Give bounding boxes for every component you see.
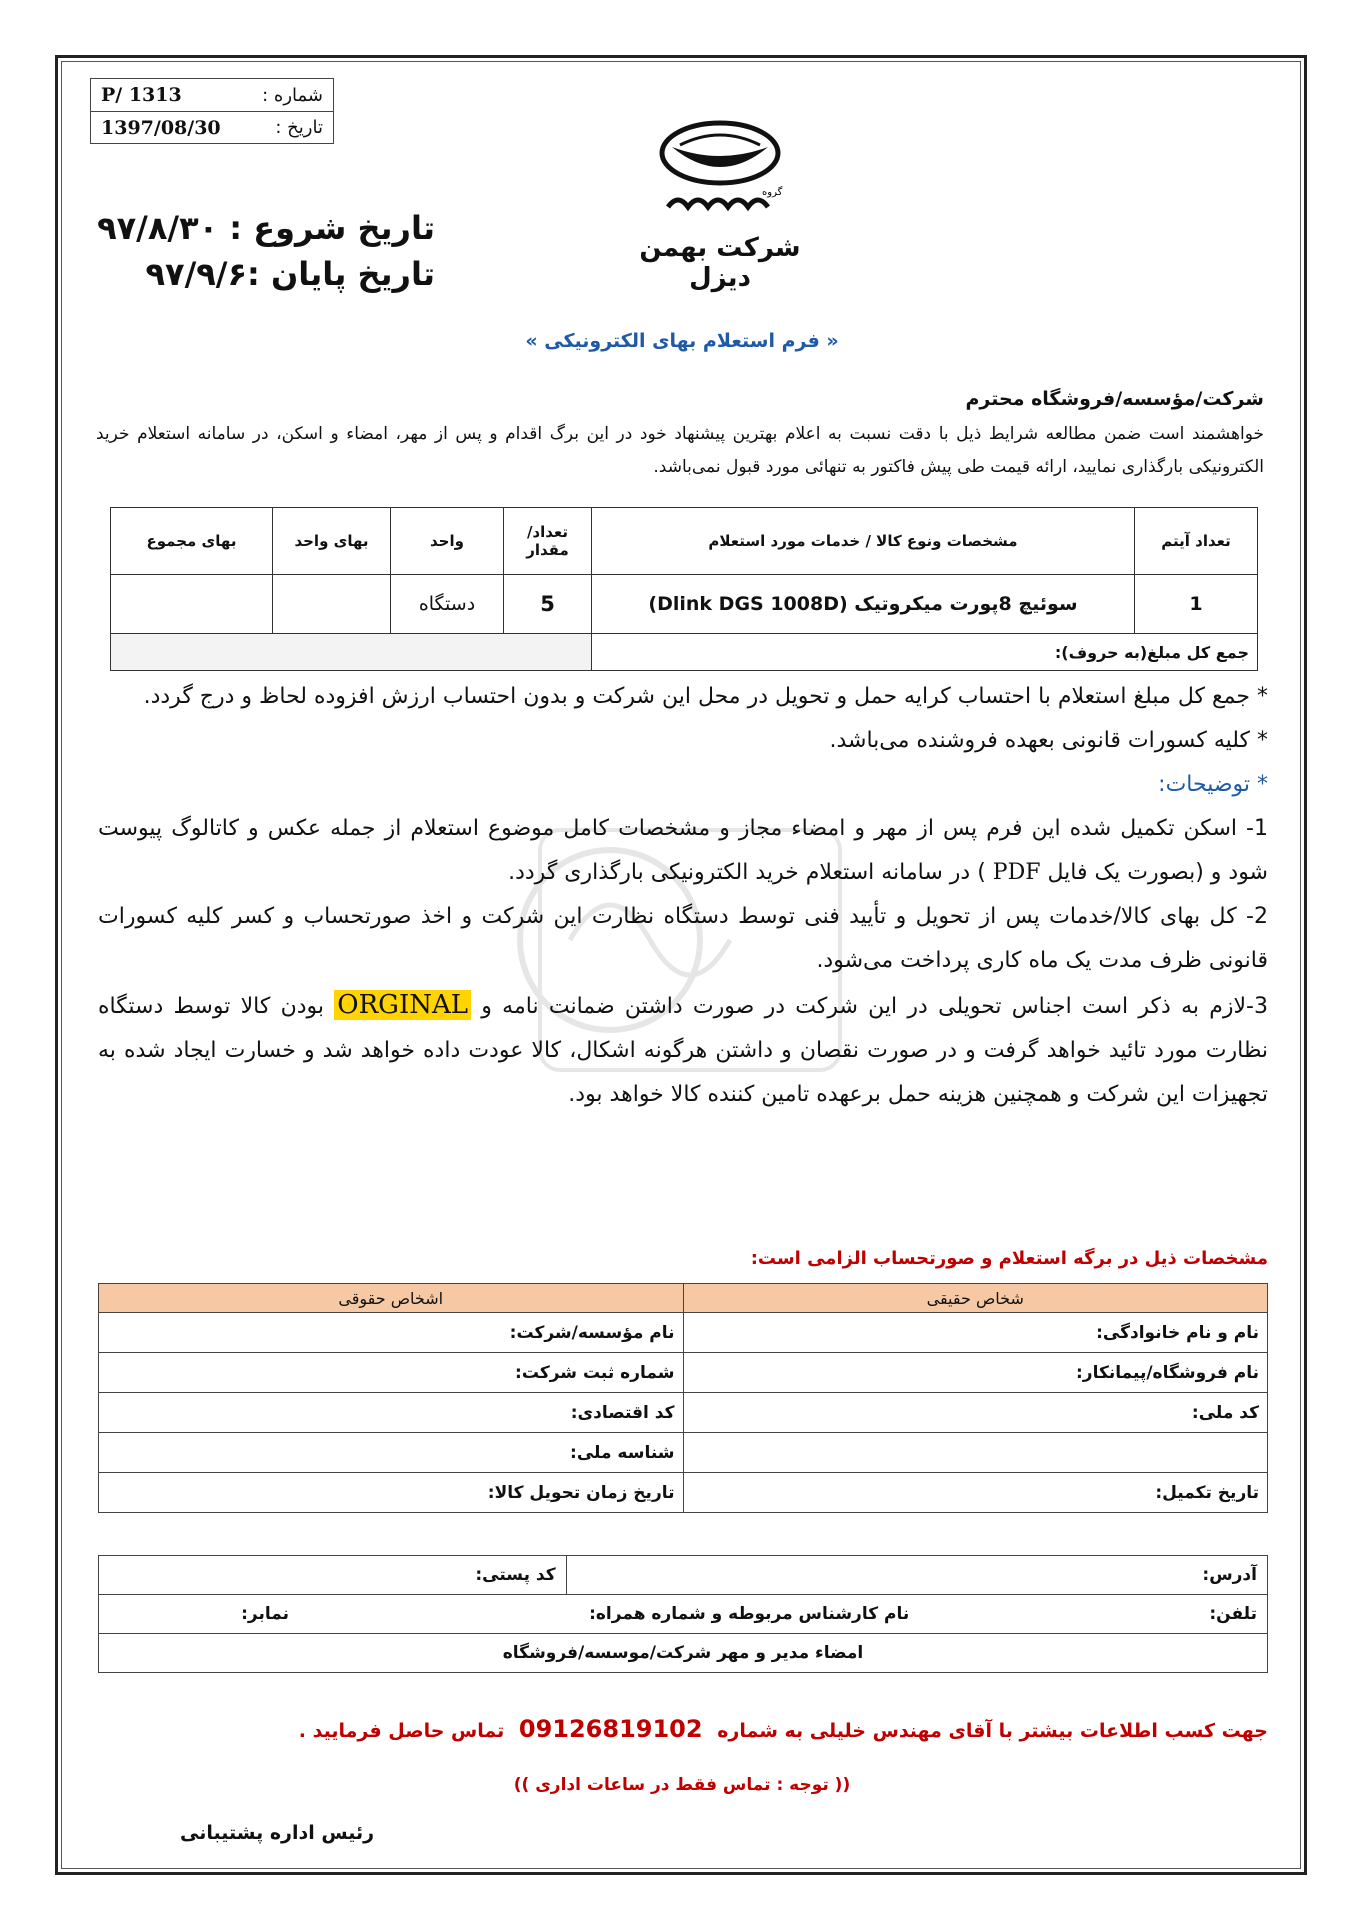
company-name: شرکت بهمن دیزل bbox=[639, 233, 801, 293]
note-item-3-highlight: ORGINAL bbox=[334, 990, 471, 1020]
required-heading: مشخصات ذیل در برگه استعلام و صورتحساب الزامی است: bbox=[750, 1248, 1268, 1269]
field-delivery-date[interactable]: تاریخ زمان تحویل کالا: bbox=[99, 1473, 684, 1513]
note-bullet-1: * جمع کل مبلغ استعلام با احتساب کرایه حمل و تحویل در محل این شرکت و بدون احتساب ارزش افزوده لحاظ و درج گردد. bbox=[143, 684, 1268, 709]
form-title: « فرم استعلام بهای الکترونیکی » bbox=[525, 330, 839, 352]
logo-group-word: گروه bbox=[762, 187, 783, 198]
bahman-logo-icon bbox=[650, 115, 790, 225]
office-hours-notice: (( توجه : تماس فقط در ساعات اداری )) bbox=[513, 1775, 851, 1795]
total-label: جمع کل مبلغ(به حروف): bbox=[592, 634, 1258, 671]
contact-text-before: جهت کسب اطلاعات بیشتر با آقای مهندس خلیلی به شماره bbox=[717, 1720, 1268, 1742]
table-row bbox=[99, 1433, 1268, 1473]
cell-unit-price bbox=[273, 575, 391, 634]
end-date: تاریخ پایان :۹۷/۹/۶ bbox=[145, 255, 435, 293]
header-legal-persons: اشخاص حقوقی bbox=[99, 1284, 684, 1313]
field-postal-code[interactable]: کد پستی: bbox=[99, 1556, 567, 1595]
info-header-row bbox=[99, 1284, 1268, 1313]
header-unit: واحد bbox=[391, 508, 504, 575]
header-quantity: تعداد/ مقدار bbox=[504, 508, 592, 575]
header-unit-price: بهای واحد bbox=[273, 508, 391, 575]
note-item-3-text-b: بودن کالا توسط دستگاه نظارت مورد تائید خواهد گرفت و در صورت نقصان و داشتن هرگونه اشکال، کالا عودت داده خواهد شد و خسارت ایجاد شده به تجهیزات این شرکت و همچنین هزینه حمل برعهده تامین کننده کالا خواهد بود. bbox=[98, 994, 1268, 1107]
note-item-1-pdf: PDF bbox=[992, 860, 1041, 885]
table-row bbox=[99, 1473, 1268, 1513]
field-company-name[interactable]: نام مؤسسه/شرکت: bbox=[99, 1313, 684, 1353]
number-value: P/ 1313 bbox=[101, 84, 182, 106]
cell-quantity: 5 bbox=[504, 575, 592, 634]
total-row bbox=[111, 634, 1258, 671]
table-row bbox=[99, 1595, 1268, 1634]
start-date: تاریخ شروع : ۹۷/۸/۳۰ bbox=[97, 209, 435, 247]
header-item-count: تعداد آیتم bbox=[1135, 508, 1258, 575]
phone-row bbox=[99, 1595, 1268, 1634]
field-national-code[interactable]: کد ملی: bbox=[683, 1393, 1268, 1433]
contact-text-after: تماس حاصل فرمایید . bbox=[298, 1720, 505, 1742]
field-full-name[interactable]: نام و نام خانوادگی: bbox=[683, 1313, 1268, 1353]
header-description: مشخصات ونوع کالا / خدمات مورد استعلام bbox=[592, 508, 1135, 575]
note-item-1-text-b: ) در سامانه استعلام خرید الکترونیکی بارگذاری گردد. bbox=[508, 860, 993, 885]
reference-box bbox=[90, 78, 334, 144]
note-item-1 bbox=[98, 807, 1268, 895]
note-item-1-text-a: 1- اسکن تکمیل شده این فرم پس از مهر و امضاء مجاز و مشخصات کامل موضوع استعلام از جمله عکس و کاتالوگ پیوست شود و (بصورت یک فایل bbox=[98, 816, 1268, 885]
table-row bbox=[99, 1393, 1268, 1433]
field-national-id[interactable]: شناسه ملی: bbox=[99, 1433, 684, 1473]
info-table bbox=[98, 1283, 1268, 1513]
cell-description: سوئیچ 8پورت میکروتیک (Dlink DGS 1008D) bbox=[592, 575, 1135, 634]
note-bullet-3: * توضیحات: bbox=[1158, 772, 1268, 797]
number-label: شماره : bbox=[262, 84, 323, 106]
note-item-3 bbox=[98, 983, 1268, 1117]
big-dates bbox=[95, 205, 435, 297]
field-registration-number[interactable]: شماره ثبت شرکت: bbox=[99, 1353, 684, 1393]
table-row bbox=[99, 1313, 1268, 1353]
field-address[interactable]: آدرس: bbox=[566, 1556, 1267, 1595]
field-signature[interactable]: امضاء مدیر و مهر شرکت/موسسه/فروشگاه bbox=[99, 1634, 1268, 1673]
field-fax[interactable]: نمابر: bbox=[241, 1604, 289, 1624]
signer-title: رئیس اداره پشتیبانی bbox=[180, 1822, 375, 1844]
cell-unit: دستگاه bbox=[391, 575, 504, 634]
notes-section bbox=[98, 675, 1268, 1117]
items-table bbox=[110, 507, 1258, 671]
table-row bbox=[111, 575, 1258, 634]
items-header-row bbox=[111, 508, 1258, 575]
header-total-price: بهای مجموع bbox=[111, 508, 273, 575]
table-row bbox=[99, 1634, 1268, 1673]
field-expert[interactable]: نام کارشناس مربوطه و شماره همراه: bbox=[589, 1604, 910, 1624]
contact-phone[interactable]: 09126819102 bbox=[518, 1715, 703, 1743]
address-table bbox=[98, 1555, 1268, 1673]
intro-paragraph: خواهشمند است ضمن مطالعه شرایط ذیل با دقت نسبت به اعلام بهترین پیشنهاد خود در این برگ اقدام و پس از مهر، امضاء و اسکن، در سامانه استعلام خرید الکترونیکی بارگذاری نمایید، ارائه قیمت طی پیش فاکتور به تنهائی مورد قبول نمی‌باشد. bbox=[96, 424, 1264, 477]
cell-total-price bbox=[111, 575, 273, 634]
company-logo bbox=[620, 115, 820, 293]
field-completion-date[interactable]: تاریخ تکمیل: bbox=[683, 1473, 1268, 1513]
note-item-3-text-a: 3-لازم به ذکر است اجناس تحویلی در این شرکت در صورت داشتن ضمانت نامه و bbox=[471, 994, 1268, 1019]
field-shop-name[interactable]: نام فروشگاه/پیمانکار: bbox=[683, 1353, 1268, 1393]
salutation: شرکت/مؤسسه/فروشگاه محترم bbox=[965, 388, 1264, 410]
table-row bbox=[99, 1353, 1268, 1393]
note-bullet-2: * کلیه کسورات قانونی بعهده فروشنده می‌باشد. bbox=[829, 728, 1268, 753]
field-phone[interactable]: تلفن: bbox=[1209, 1604, 1257, 1624]
total-value-field[interactable] bbox=[111, 634, 592, 671]
cell-item: 1 bbox=[1135, 575, 1258, 634]
table-row bbox=[99, 1556, 1268, 1595]
header-real-persons: شخاص حقیقی bbox=[683, 1284, 1268, 1313]
field-empty[interactable] bbox=[683, 1433, 1268, 1473]
date-label: تاریخ : bbox=[275, 117, 323, 138]
date-value: 1397/08/30 bbox=[101, 116, 221, 139]
contact-line bbox=[299, 1715, 1268, 1743]
note-item-2: 2- کل بهای کالا/خدمات پس از تحویل و تأیید فنی توسط دستگاه نظارت این شرکت و اخذ صورتحساب و کسر کلیه کسورات قانونی ظرف مدت یک ماه کاری پرداخت می‌شود. bbox=[98, 904, 1268, 973]
field-economic-code[interactable]: کد اقتصادی: bbox=[99, 1393, 684, 1433]
